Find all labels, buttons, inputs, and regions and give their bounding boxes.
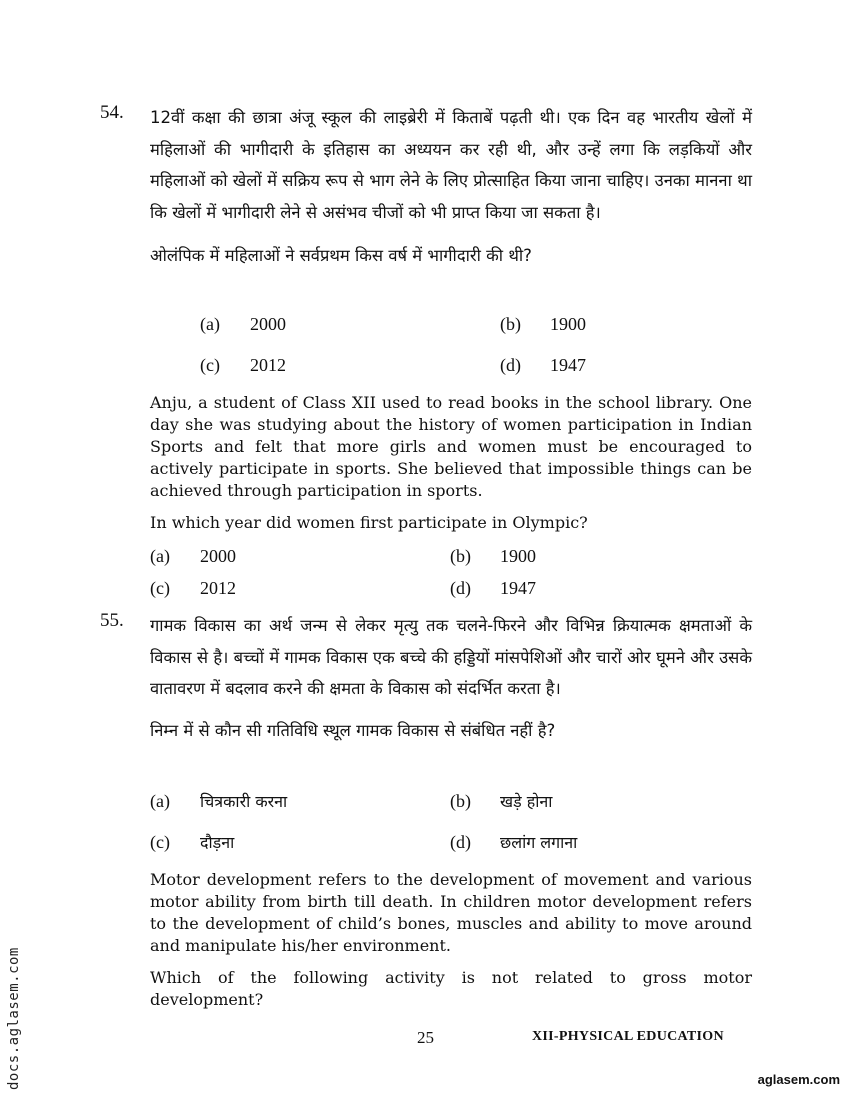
option-label: (a) bbox=[200, 314, 220, 334]
option-value: 1947 bbox=[500, 578, 536, 598]
option-label: (b) bbox=[450, 546, 471, 566]
question-54-english bbox=[100, 392, 752, 534]
option-label: (c) bbox=[150, 578, 170, 598]
option-value: खड़े होना bbox=[500, 792, 553, 811]
option-label: (c) bbox=[200, 355, 220, 375]
question-english-prompt: In which year did women first participate in Olympic? bbox=[150, 513, 588, 532]
option-value: 1900 bbox=[500, 546, 536, 566]
watermark: docs.aglasem.com bbox=[6, 947, 22, 1090]
question-english-text: Anju, a student of Class XII used to read books in the school library. One day she was studying about the history of women participation in Indian Sports and felt that more girls and women must be encouraged to actively participate in sports. She believed that impossible things can be achieved through participation in sports. bbox=[150, 393, 752, 500]
option-label: (a) bbox=[150, 546, 170, 566]
option-label: (c) bbox=[150, 832, 170, 852]
option-c bbox=[150, 578, 236, 599]
question-english-text: Motor development refers to the development of movement and various motor ability from birth till death. In children motor development refers to the development of child’s bones, muscles and ability to move around and manipulate his/her environment. bbox=[150, 870, 752, 955]
option-value: 1947 bbox=[550, 355, 586, 375]
option-label: (d) bbox=[450, 832, 471, 852]
question-hindi-text: 12वीं कक्षा की छात्रा अंजू स्कूल की लाइब्रेरी में किताबें पढ़ती थी। एक दिन वह भारतीय खेलों में महिलाओं की भागीदारी के इतिहास का अध्ययन कर रही थी, और उन्हें लगा कि लड़कियों और महिलाओं को खेलों में सक्रिय रूप से भाग लेने के लिए प्रोत्साहित किया जाना चाहिए। उनका मानना था कि खेलों में भागीदारी लेने से असंभव चीजों को भी प्राप्त किया जा सकता है। bbox=[150, 108, 752, 222]
option-a bbox=[150, 790, 287, 812]
option-value: 2000 bbox=[250, 314, 286, 334]
question-english-prompt: Which of the following activity is not related to gross motor development? bbox=[150, 968, 752, 1009]
option-label: (d) bbox=[500, 355, 521, 375]
subject-label: XII-PHYSICAL EDUCATION bbox=[532, 1029, 724, 1044]
option-c bbox=[150, 831, 234, 853]
option-b bbox=[450, 790, 552, 812]
brand-logo-text[interactable]: aglasem.com bbox=[757, 1072, 840, 1087]
option-c bbox=[200, 355, 286, 376]
option-label: (b) bbox=[450, 791, 471, 811]
question-55 bbox=[100, 610, 752, 746]
option-value: चित्रकारी करना bbox=[200, 792, 288, 811]
option-d bbox=[500, 355, 586, 376]
option-value: दौड़ना bbox=[200, 833, 235, 852]
option-label: (b) bbox=[500, 314, 521, 334]
option-label: (a) bbox=[150, 791, 170, 811]
option-value: 2000 bbox=[200, 546, 236, 566]
option-b bbox=[450, 546, 536, 567]
option-a bbox=[150, 546, 236, 567]
question-hindi-prompt: ओलंपिक में महिलाओं ने सर्वप्रथम किस वर्ष में भागीदारी की थी? bbox=[150, 246, 532, 265]
page-number: 25 bbox=[417, 1028, 434, 1047]
question-number: 55. bbox=[100, 610, 124, 631]
option-value: 2012 bbox=[250, 355, 286, 375]
option-a bbox=[200, 314, 286, 335]
option-value: 1900 bbox=[550, 314, 586, 334]
question-54 bbox=[100, 102, 752, 272]
option-value: छलांग लगाना bbox=[500, 833, 578, 852]
question-number: 54. bbox=[100, 102, 124, 123]
question-55-english bbox=[100, 869, 752, 1011]
option-b bbox=[500, 314, 586, 335]
option-d bbox=[450, 578, 536, 599]
question-hindi-text: गामक विकास का अर्थ जन्म से लेकर मृत्यु तक चलने-फिरने और विभिन्न क्रियात्मक क्षमताओं के विकास से है। बच्चों में गामक विकास एक बच्चे की हड्डियों मांसपेशिओं और चारों ओर घूमने और उसके वातावरण में बदलाव करने की क्षमता के विकास को संदर्भित करता है। bbox=[150, 616, 752, 698]
option-label: (d) bbox=[450, 578, 471, 598]
option-d bbox=[450, 831, 577, 853]
option-value: 2012 bbox=[200, 578, 236, 598]
question-hindi-prompt: निम्न में से कौन सी गतिविधि स्थूल गामक विकास से संबंधित नहीं है? bbox=[150, 720, 556, 740]
